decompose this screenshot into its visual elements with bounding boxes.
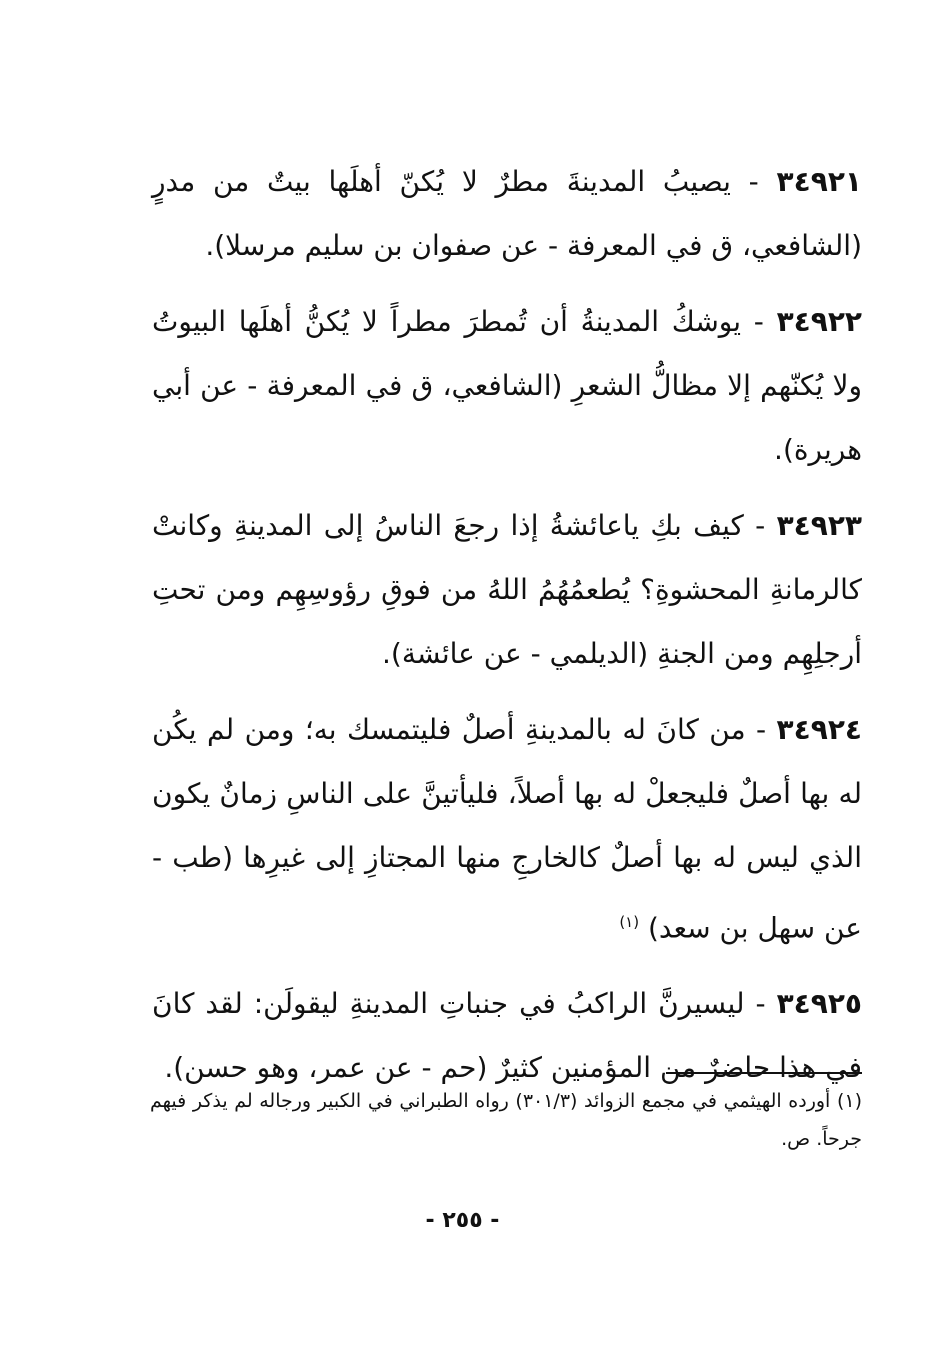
hadith-entry xyxy=(152,290,862,482)
hadith-number: ٣٤٩٢٣ xyxy=(776,509,863,542)
hadith-text: ليسيرنَّ الراكبُ في جنباتِ المدينةِ ليقولَن: لقد كانَ في هذا حاضرٌ من المؤمنين كثيرٌ (حم - عن عمر، وهو حسن). xyxy=(152,987,862,1085)
footnote-reference: (١) xyxy=(619,913,640,931)
separator: - xyxy=(743,509,777,542)
hadith-number: ٣٤٩٢١ xyxy=(776,165,862,198)
hadith-text: كيف بكِ ياعائشةُ إذا رجعَ الناسُ إلى المدينةِ وكانتْ كالرمانةِ المحشوةِ؟ يُطعمُهُمُ اللهُ من فوقِ رؤوسِهِم ومن تحتِ أرجلِهِم ومن الجنةِ (الديلمي - عن عائشة). xyxy=(152,509,862,670)
hadith-list xyxy=(152,150,862,1112)
hadith-entry xyxy=(152,698,862,960)
hadith-text: يوشكُ المدينةُ أن تُمطرَ مطراً لا يُكنُّ أهلَها البيوتُ ولا يُكنّهم إلا مظالُّ الشعرِ (الشافعي، ق في المعرفة - عن أبي هريرة). xyxy=(152,305,862,466)
footnote-divider xyxy=(666,1072,862,1074)
page-number: - ٢٥٥ - xyxy=(425,1208,500,1233)
separator: - xyxy=(744,987,777,1021)
hadith-number: ٣٤٩٢٤ xyxy=(776,713,862,746)
hadith-entry xyxy=(152,150,862,278)
hadith-text: من كانَ له بالمدينةِ أصلٌ فليتمسك به؛ ومن لم يكُن له بها أصلٌ فليجعلْ له بها أصلاً، فليأتينَّ على الناسِ زمانٌ يكون الذي ليس له بها أصلٌ كالخارجِ منها المجتازِ إلى غيرِها (طب - عن سهل بن سعد) xyxy=(152,713,862,945)
hadith-text: يصيبُ المدينةَ مطرٌ لا يُكنّ أهلَها بيتٌ من مدرٍ (الشافعي، ق في المعرفة - عن صفوان بن سليم مرسلا). xyxy=(152,165,862,262)
hadith-number: ٣٤٩٢٥ xyxy=(776,987,863,1021)
separator: - xyxy=(741,305,777,338)
separator: - xyxy=(745,713,777,746)
hadith-entry xyxy=(152,494,862,686)
footnote: (١) أورده الهيثمي في مجمع الزوائد (٣٠١/٣) رواه الطبراني في الكبير ورجاله لم يذكر فيهم جرحاً. ص. xyxy=(150,1090,862,1150)
hadith-number: ٣٤٩٢٢ xyxy=(776,305,863,338)
separator: - xyxy=(730,165,777,198)
